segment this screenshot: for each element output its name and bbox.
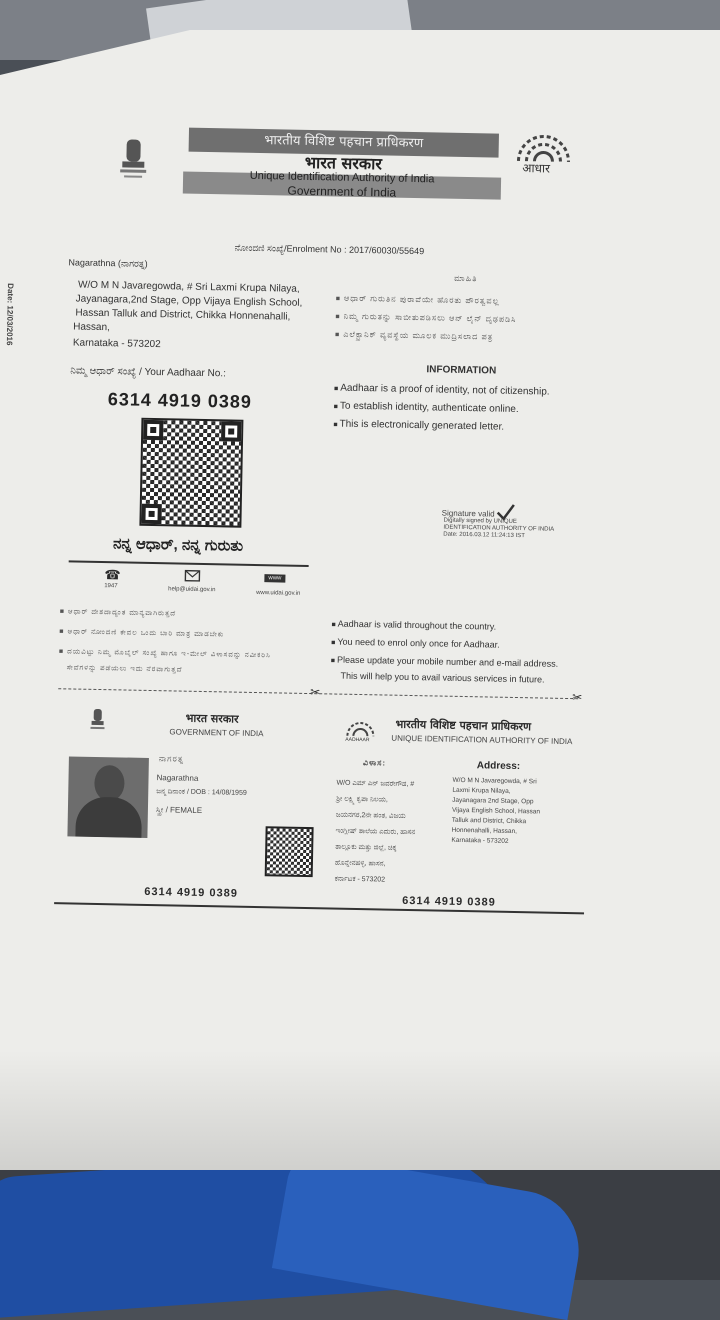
card-address-kn-line: W/O ಎಮ್ ಎನ್ ಜವರೇಗೌಡ, # — [336, 779, 415, 789]
web-icon: www — [264, 574, 285, 582]
aadhaar-logo-icon — [508, 131, 579, 178]
holder-photo — [67, 756, 149, 838]
your-aadhaar-label: ನಿಮ್ಮ ಆಧಾರ್ ಸಂಖ್ಯೆ / Your Aadhaar No.: — [70, 365, 227, 380]
card-aadhaar-logo-text: AADHAAR — [345, 736, 370, 744]
recipient-name: Nagarathna (ನಾಗರತ್ನ) — [68, 257, 148, 269]
kannada-info-item: ■ ನಿಮ್ಮ ಗುರುತನ್ನು ಸಾಬೀತುಪಡಿಸಲು ಆನ್ ಲೈನ್ ದೃಢಪಡಿಸಿ — [335, 311, 516, 324]
signature-label: Signature valid — [441, 508, 495, 519]
recipient-address-line: Karnataka - 573202 — [72, 337, 161, 351]
left-note: ಸೇವೆಗಳನ್ನು ಪಡೆಯಲು ಇದು ನೆರವಾಗುತ್ತದೆ — [66, 664, 183, 674]
holder-name: Nagarathna — [156, 773, 199, 783]
holder-name-kannada: ನಾಗರತ್ನ — [158, 754, 185, 764]
kannada-info-header: ಮಾಹಿತಿ — [454, 273, 478, 284]
right-note: ■ Aadhaar is valid throughout the country. — [331, 617, 496, 634]
recipient-address-line: Hassan, — [73, 321, 110, 334]
web-address: www.uidai.gov.in — [256, 590, 301, 597]
card-address-en-line: Jayanagara 2nd Stage, Opp — [452, 796, 534, 806]
signature-line: Date: 2016.03.12 11:24:13 IST — [443, 531, 525, 540]
card-address-kn-line: ಶ್ರೀ ಲಕ್ಷ್ಮಿ ಕೃಪಾ ನಿಲಯ, — [336, 795, 388, 804]
right-note: ■ Please update your mobile number and e-mail address. — [331, 653, 559, 671]
card-govt-english: GOVERNMENT OF INDIA — [169, 727, 264, 739]
card-address-kn-line: ಕರ್ನಾಟಕ - 573202 — [334, 875, 386, 884]
signature-line: Digitally signed by UNIQUE — [443, 517, 517, 525]
enrolment-label: ನೋಂದಣಿ ಸಂಖ್ಯೆ/Enrolment No : — [234, 242, 347, 255]
left-note: ■ ದಯವಿಟ್ಟು ನಿಮ್ಮ ಮೊಬೈಲ್ ಸಂಖ್ಯೆ ಹಾಗೂ ಇ-ಮೇಲ್ ವಿಳಾಸವನ್ನು ನವೀಕರಿಸಿ — [59, 648, 271, 660]
card-front-number: 6314 4919 0389 — [144, 885, 238, 900]
holder-dob: ಜನ್ಮ ದಿನಾಂಕ / DOB : 14/08/1959 — [156, 788, 247, 797]
scissors-icon: ✂ — [572, 690, 583, 705]
card-address-kn-line: ಜಯನಗರ,2ನೇ ಹಂತ, ವಿಜಯ — [335, 811, 406, 820]
right-note: ■ You need to enrol only once for Aadhaar. — [331, 635, 500, 652]
phone-icon: ☎ — [104, 567, 121, 583]
information-item: ■ Aadhaar is a proof of identity, not of citizenship. — [334, 381, 550, 399]
card-address-kn-line: ಇಂಗ್ಲೀಷ್ ಶಾಲೆಯ ಎದುರು, ಹಾಸನ — [335, 827, 416, 837]
card-back-number: 6314 4919 0389 — [402, 894, 496, 909]
card-address-en-line: Honnenahalli, Hassan, — [451, 826, 518, 836]
card-govt-hindi: भारत सरकार — [185, 711, 239, 726]
card-authority-english: UNIQUE IDENTIFICATION AUTHORITY OF INDIA — [391, 733, 573, 747]
card-address-kn-line: ಹೊನ್ನೇನಹಳ್ಳಿ, ಹಾಸನ, — [334, 859, 386, 868]
card-address-en-line: W/O M N Javaregowda, # Sri — [452, 776, 537, 786]
card-aadhaar-logo-icon — [343, 718, 377, 743]
aadhaar-logo-text: आधार — [522, 161, 551, 176]
information-item: ■ This is electronically generated letter. — [333, 417, 504, 434]
recipient-address-line: W/O M N Javaregowda, # Sri Laxmi Krupa Nilaya, — [77, 279, 300, 295]
information-item: ■ To establish identity, authenticate online. — [334, 399, 519, 417]
card-bottom-rule — [54, 902, 584, 914]
card-emblem-icon — [89, 707, 105, 733]
header-english-authority: Unique Identification Authority of India — [249, 169, 435, 186]
recipient-address-line: Hassan Talluk and District, Chikka Honnenahalli, — [75, 307, 291, 323]
card-qr-code — [265, 826, 314, 877]
qr-code — [139, 418, 243, 528]
phone-number: 1947 — [104, 583, 118, 590]
card-address-en-line: Talluk and District, Chikka — [451, 816, 527, 826]
header-hindi-govt: भारत सरकार — [304, 152, 383, 174]
left-note: ■ ಆಧಾರ್ ನೋಂದಣಿ ಕೇವಲ ಒಂದು ಬಾರಿ ಮಾತ್ರ ಮಾಡಬೇಕು — [59, 628, 224, 639]
header-english-govt: Government of India — [287, 183, 397, 200]
card-address-en-line: Laxmi Krupa Nilaya, — [452, 786, 511, 795]
card-address-en-label: Address: — [476, 760, 521, 773]
tagline: ನನ್ನ ಆಧಾರ್, ನನ್ನ ಗುರುತು — [112, 535, 244, 555]
card-address-kn-line: ತಾಲ್ಲೂಕು ಮತ್ತು ಜಿಲ್ಲೆ, ಚಿಕ್ಕ — [335, 843, 397, 852]
signature-line: IDENTIFICATION AUTHORITY OF INDIA — [443, 524, 555, 533]
national-emblem-icon — [116, 133, 151, 186]
left-note: ■ ಆಧಾರ್ ದೇಶದಾದ್ಯಂತ ಮಾನ್ಯವಾಗಿರುತ್ತದೆ — [60, 608, 177, 618]
date-vertical: Date: 12/03/2016 — [4, 283, 16, 346]
holder-gender: ಸ್ತ್ರೀ / FEMALE — [155, 805, 203, 816]
email-address: help@uidai.gov.in — [168, 586, 216, 594]
recipient-address-line: Jayanagara,2nd Stage, Opp Vijaya English School, — [75, 293, 303, 309]
information-title: INFORMATION — [426, 364, 497, 377]
card-address-kn-label: ವಿಳಾಸ: — [362, 758, 387, 768]
kannada-info-item: ■ ಎಲೆಕ್ಟ್ರಾನಿಕ್ ವ್ಯವಸ್ಥೆಯ ಮೂಲಕ ಮುದ್ರಿಸಲಾದ ಪತ್ರ — [335, 329, 493, 342]
right-note: This will help you to avail various services in future. — [340, 670, 545, 685]
card-address-en-line: Vijaya English School, Hassan — [451, 806, 541, 816]
aadhaar-number: 6314 4919 0389 — [107, 389, 253, 412]
card-authority-hindi: भारतीय विशिष्ट पहचान प्राधिकरण — [395, 717, 532, 734]
kannada-info-item: ■ ಆಧಾರ್ ಗುರುತಿನ ಪುರಾವೆಯೇ ಹೊರತು ಪೌರತ್ವವಲ್ಲ — [336, 293, 500, 306]
header-hindi-authority: भारतीय विशिष्ट पहचान प्राधिकरण — [264, 133, 424, 152]
enrolment-number: 2017/60030/55649 — [348, 244, 425, 257]
card-address-en-line: Karnataka - 573202 — [451, 836, 509, 845]
scissors-icon: ✂ — [310, 685, 321, 700]
